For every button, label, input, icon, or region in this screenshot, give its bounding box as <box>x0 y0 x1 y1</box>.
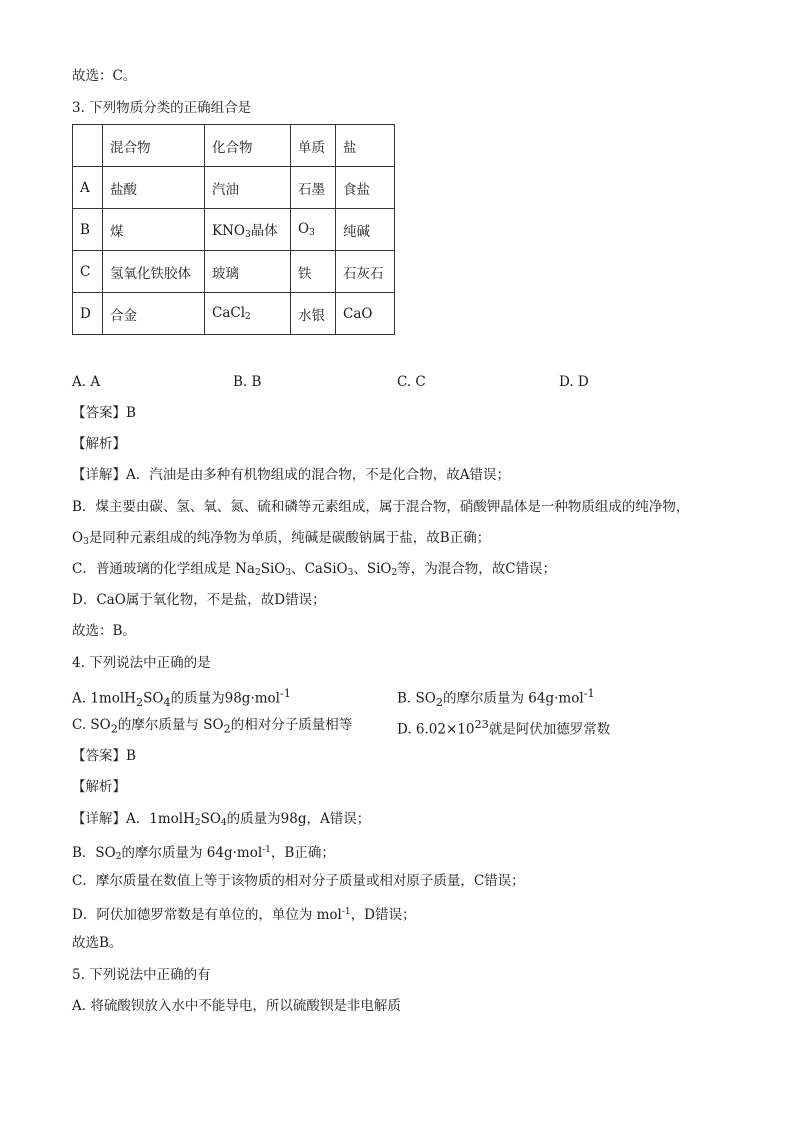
q5-option-a: A. 将硫酸钡放入水中不能导电，所以硫酸钡是非电解质 <box>72 998 401 1014</box>
classification-table <box>72 124 395 335</box>
answer-label: 【答案】 <box>72 405 126 421</box>
q3-detail-a <box>72 465 510 485</box>
table-header-row <box>73 125 395 167</box>
answer-value: B <box>126 405 136 421</box>
q3-detail-c: C．普通玻璃的化学组成是 $Na_2SiO_3$、CaSiO$_3$、SiO$_2$等，为混合物，故C错误； <box>72 561 557 578</box>
table-cell: 煤 <box>103 209 205 251</box>
table-header-cell: 单质 <box>291 125 336 167</box>
q5-stem: 5. 下列说法中正确的有 <box>72 967 211 983</box>
answer-value: B <box>126 748 136 764</box>
table-row <box>73 209 395 251</box>
q3-detail-d: D．CaO属于氧化物，不是盐，故D错误； <box>72 592 326 608</box>
table-row <box>73 251 395 293</box>
q4-answer <box>72 746 136 766</box>
table-cell: 纯碱 <box>336 209 395 251</box>
detail-text: A．$1molH_2SO_4$的质量为98g，A错误； <box>126 811 371 828</box>
q4-option-c: C. $SO_2$的摩尔质量与 $SO_2$的相对分子质量相等 <box>72 717 353 736</box>
q4-option-d: D. $6.02\times 10^{23}$就是阿伏加德罗常数 <box>397 718 611 738</box>
q3-stem: 3. 下列物质分类的正确组合是 <box>72 100 252 116</box>
table-cell: 玻璃 <box>205 251 291 293</box>
table-cell: 食盐 <box>336 167 395 209</box>
q3-option-d: D. D <box>559 374 589 390</box>
table-header-cell: 盐 <box>336 125 395 167</box>
table-cell: 水银 <box>291 293 336 335</box>
table-cell: 氢氧化铁胶体 <box>103 251 205 293</box>
q3-answer <box>72 403 136 423</box>
q4-conclusion: 故选B。 <box>72 935 123 951</box>
q4-detail-d: D．阿伏加德罗常数是有单位的，单位为 mol$^{-1}$，D错误； <box>72 907 416 923</box>
q4-analysis-label: 【解析】 <box>72 779 126 795</box>
q4-option-b: B. $SO_2$的摩尔质量为 64g·mol$^{-1}$ <box>397 687 595 710</box>
table-row <box>73 167 395 209</box>
table-cell: D <box>73 293 103 335</box>
table-cell: C <box>73 251 103 293</box>
detail-text: A．汽油是由多种有机物组成的混合物，不是化合物，故A错误； <box>126 467 510 483</box>
answer-label: 【答案】 <box>72 748 126 764</box>
q2-conclusion: 故选：C。 <box>72 68 137 84</box>
q3-detail-b2: $O_3$是同种元素组成的纯净物为单质，纯碱是碳酸钠属于盐，故B正确； <box>72 530 491 547</box>
table-cell: 盐酸 <box>103 167 205 209</box>
q3-option-c: C. C <box>397 374 426 390</box>
q3-detail-b1: B．煤主要由碳、氢、氧、氮、硫和磷等元素组成，属于混合物，硝酸钾晶体是一种物质组成的纯净物， <box>72 499 690 515</box>
detail-label: 【详解】 <box>72 467 126 483</box>
q3-conclusion: 故选：B。 <box>72 623 136 639</box>
table-cell: 铁 <box>291 251 336 293</box>
q4-option-a: A. $1molH_2SO_4$的质量为98g·mol$^{-1}$ <box>72 687 291 710</box>
q3-option-b: B. B <box>233 374 262 390</box>
table-header-cell: 混合物 <box>103 125 205 167</box>
table-cell: 石墨 <box>291 167 336 209</box>
table-cell: 合金 <box>103 293 205 335</box>
q4-detail-c: C．摩尔质量在数值上等于该物质的相对分子质量或相对原子质量，C错误； <box>72 873 525 889</box>
table-cell-formula: CaCl$_2$ <box>205 293 291 335</box>
q3-option-a: A. A <box>72 374 101 390</box>
table-cell: B <box>73 209 103 251</box>
q3-analysis-label: 【解析】 <box>72 436 126 452</box>
table-cell-formula: $KNO_3$晶体 <box>205 209 291 251</box>
table-cell <box>73 125 103 167</box>
q4-stem: 4. 下列说法中正确的是 <box>72 655 211 671</box>
table-cell: CaO <box>336 293 395 335</box>
table-cell: A <box>73 167 103 209</box>
table-row <box>73 293 395 335</box>
table-cell: 石灰石 <box>336 251 395 293</box>
table-cell-formula: $O_3$ <box>291 209 336 251</box>
detail-label: 【详解】 <box>72 811 126 827</box>
q4-detail-b: B．$SO_2$的摩尔质量为 64g·mol$^{-1}$，B正确； <box>72 845 335 862</box>
table-cell: 汽油 <box>205 167 291 209</box>
q4-detail-a <box>72 809 370 833</box>
table-header-cell: 化合物 <box>205 125 291 167</box>
